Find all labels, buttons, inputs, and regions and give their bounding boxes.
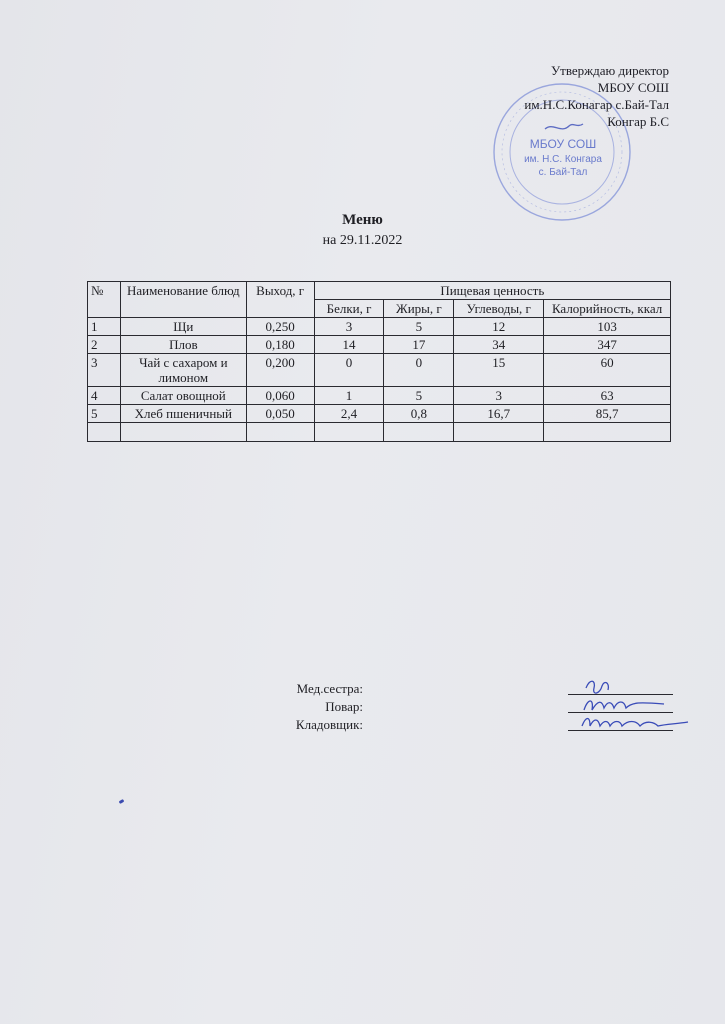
col-header-yield: Выход, г [246, 282, 314, 318]
col-header-num: № [88, 282, 121, 318]
storekeeper-signature [580, 710, 690, 734]
cell-kcal: 347 [544, 336, 671, 354]
storekeeper-label: Кладовщик: [295, 717, 363, 732]
cell-empty [384, 423, 454, 442]
table-row [88, 318, 671, 336]
cell-num: 3 [88, 354, 121, 387]
cell-kcal: 63 [544, 387, 671, 405]
stamp-text-mid: им. Н.С. Конгара [524, 154, 602, 165]
cell-protein: 14 [314, 336, 384, 354]
document-date: на 29.11.2022 [322, 233, 403, 248]
cell-yield: 0,250 [246, 318, 314, 336]
cell-kcal: 60 [544, 354, 671, 387]
cell-empty [454, 423, 544, 442]
cell-fat: 17 [384, 336, 454, 354]
document-title: Меню [342, 212, 383, 228]
table-row [88, 354, 671, 387]
cell-fat: 0,8 [384, 405, 454, 423]
menu-table [87, 281, 671, 442]
approval-line-3: им.Н.С.Конагар с.Бай-Тал [524, 97, 669, 112]
cell-fat: 5 [384, 318, 454, 336]
cell-empty [120, 423, 246, 442]
col-header-protein: Белки, г [314, 300, 384, 318]
cell-empty [88, 423, 121, 442]
cell-carbs: 16,7 [454, 405, 544, 423]
approval-line-4: Конгар Б.С [607, 114, 669, 129]
col-header-carbs: Углеводы, г [454, 300, 544, 318]
cell-kcal: 85,7 [544, 405, 671, 423]
cell-name: Салат овощной [120, 387, 246, 405]
cell-num: 4 [88, 387, 121, 405]
cell-protein: 2,4 [314, 405, 384, 423]
cook-label: Повар: [325, 699, 363, 714]
table-row-empty [88, 423, 671, 442]
cell-kcal: 103 [544, 318, 671, 336]
cell-empty [314, 423, 384, 442]
stamp-text-top: МБОУ СОШ [529, 137, 597, 151]
cell-name: Плов [120, 336, 246, 354]
cell-empty [246, 423, 314, 442]
cell-name: Хлеб пшеничный [120, 405, 246, 423]
nurse-label: Мед.сестра: [296, 681, 363, 696]
cell-carbs: 3 [454, 387, 544, 405]
cell-protein: 1 [314, 387, 384, 405]
col-header-kcal: Калорийность, ккал [544, 300, 671, 318]
table-row [88, 405, 671, 423]
table-row [88, 336, 671, 354]
cell-yield: 0,060 [246, 387, 314, 405]
col-header-nutrition: Пищевая ценность [314, 282, 670, 300]
cell-protein: 3 [314, 318, 384, 336]
cell-name: Щи [120, 318, 246, 336]
cell-yield: 0,200 [246, 354, 314, 387]
cell-empty [544, 423, 671, 442]
cell-name: Чай с сахаром и лимоном [120, 354, 246, 387]
cell-carbs: 15 [454, 354, 544, 387]
approval-line-2: МБОУ СОШ [597, 80, 669, 95]
cell-fat: 0 [384, 354, 454, 387]
ink-mark [119, 799, 125, 804]
approval-line-1: Утверждаю директор [550, 63, 669, 78]
cell-carbs: 12 [454, 318, 544, 336]
approval-block [524, 62, 669, 130]
cell-carbs: 34 [454, 336, 544, 354]
col-header-fat: Жиры, г [384, 300, 454, 318]
cell-yield: 0,180 [246, 336, 314, 354]
table-header-row [88, 282, 671, 300]
cell-num: 1 [88, 318, 121, 336]
table-row [88, 387, 671, 405]
cell-num: 5 [88, 405, 121, 423]
cell-fat: 5 [384, 387, 454, 405]
cell-yield: 0,050 [246, 405, 314, 423]
cell-protein: 0 [314, 354, 384, 387]
col-header-name: Наименование блюд [120, 282, 246, 318]
stamp-text-bottom: с. Бай-Тал [538, 167, 588, 178]
cell-num: 2 [88, 336, 121, 354]
